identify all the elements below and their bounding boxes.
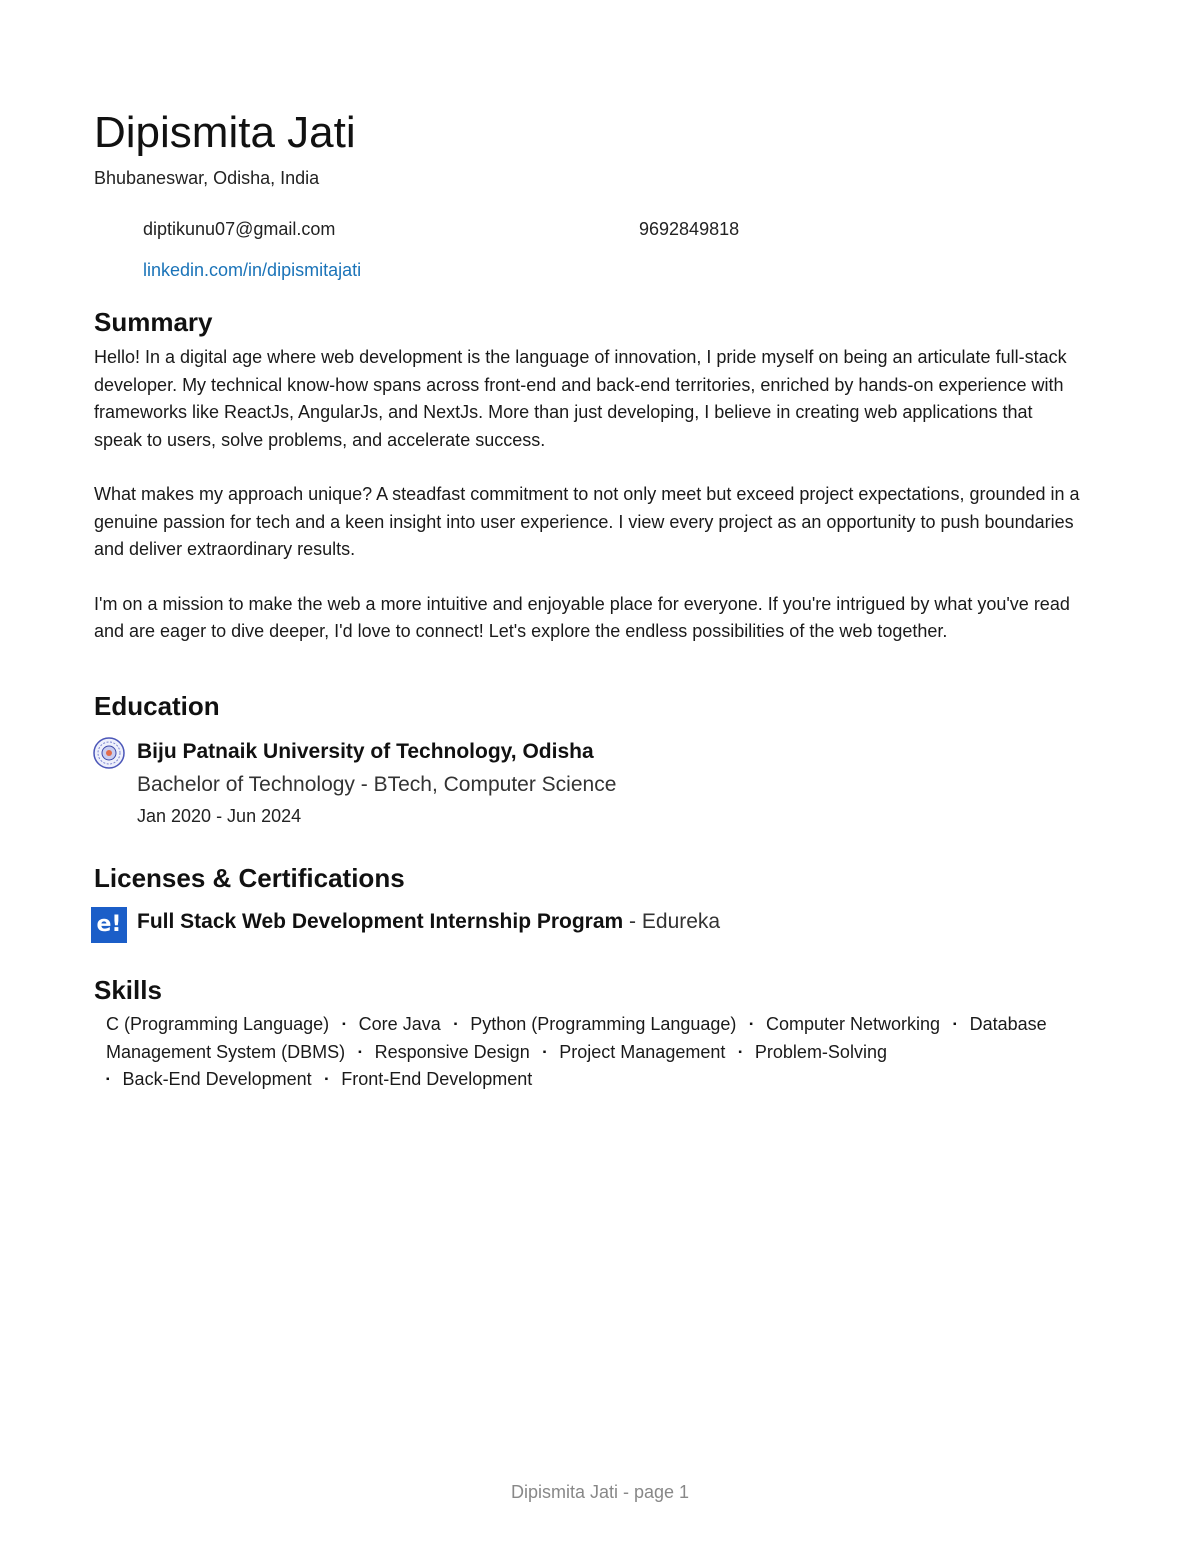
skill-separator: ▪ bbox=[749, 1019, 753, 1030]
certification-item bbox=[137, 908, 720, 936]
skill-separator: ▪ bbox=[738, 1046, 742, 1058]
education-degree: Bachelor of Technology - BTech, Computer Science bbox=[137, 773, 617, 796]
skill-separator: ▪ bbox=[324, 1074, 329, 1085]
skill-item: Responsive Design bbox=[374, 1041, 530, 1062]
skill-item: Python (Programming Language) bbox=[470, 1014, 737, 1034]
certification-separator: - bbox=[623, 910, 642, 933]
summary-heading: Summary bbox=[94, 307, 213, 337]
linkedin-link[interactable]: linkedin.com/in/dipismitajati bbox=[143, 260, 362, 280]
page-footer: Dipismita Jati - page 1 bbox=[510, 1482, 690, 1502]
summary-text bbox=[94, 344, 1084, 673]
skill-item: Computer Networking bbox=[765, 1014, 941, 1034]
summary-paragraph: Hello! In a digital age where web development is the language of innovation, I pride myself on being an articulate full-stack developer. My technical know-how spans across front-end and back-end territories, enriched by hands-on experience with frameworks like ReactJs, AngularJs, and NextJs. More than just developing, I believe in creating web applications that speak to users, solve problems, and accelerate success. bbox=[94, 347, 1067, 450]
edureka-logo-icon: e! bbox=[91, 907, 127, 943]
education-dates: Jan 2020 - Jun 2024 bbox=[137, 806, 302, 826]
skill-item: Database Management System (DBMS) bbox=[106, 1014, 1047, 1062]
certification-name: Full Stack Web Development Internship Program bbox=[137, 910, 624, 933]
skill-item: Front-End Development bbox=[341, 1069, 533, 1089]
candidate-name: Dipismita Jati bbox=[94, 108, 356, 157]
university-seal-icon bbox=[93, 737, 125, 769]
skill-item: Core Java bbox=[358, 1014, 441, 1034]
skill-item: C (Programming Language) bbox=[106, 1014, 330, 1034]
contact-phone: 9692849818 bbox=[639, 219, 740, 239]
skill-separator: ▪ bbox=[953, 1019, 957, 1030]
skill-item: Back-End Development bbox=[122, 1069, 312, 1089]
skill-separator: ▪ bbox=[542, 1046, 547, 1058]
skill-separator: ▪ bbox=[106, 1074, 110, 1085]
skills-heading: Skills bbox=[94, 975, 162, 1005]
certification-issuer: Edureka bbox=[641, 910, 721, 933]
education-heading: Education bbox=[94, 691, 220, 721]
contact-email: diptikunu07@gmail.com bbox=[143, 219, 336, 239]
skill-item: Problem-Solving bbox=[754, 1041, 887, 1062]
candidate-location: Bhubaneswar, Odisha, India bbox=[94, 168, 320, 188]
skill-separator: ▪ bbox=[342, 1019, 346, 1030]
education-school: Biju Patnaik University of Technology, Odisha bbox=[137, 740, 594, 763]
skill-separator: ▪ bbox=[358, 1046, 362, 1058]
summary-paragraph: What makes my approach unique? A steadfast commitment to not only meet but exceed project expectations, grounded in a genuine passion for tech and a keen insight into user experience. I view every project as an opportunity to push boundaries and deliver extraordinary results. bbox=[94, 484, 1080, 559]
summary-paragraph: I'm on a mission to make the web a more intuitive and enjoyable place for everyone. If you're intrigued by what you've read and are eager to dive deeper, I'd love to connect! Let's explore the endless possibilities of the web together. bbox=[94, 593, 1070, 641]
skills-list bbox=[106, 1011, 1086, 1094]
certifications-heading: Licenses & Certifications bbox=[94, 863, 405, 893]
skill-item: Project Management bbox=[559, 1041, 726, 1062]
skill-separator: ▪ bbox=[453, 1019, 458, 1030]
